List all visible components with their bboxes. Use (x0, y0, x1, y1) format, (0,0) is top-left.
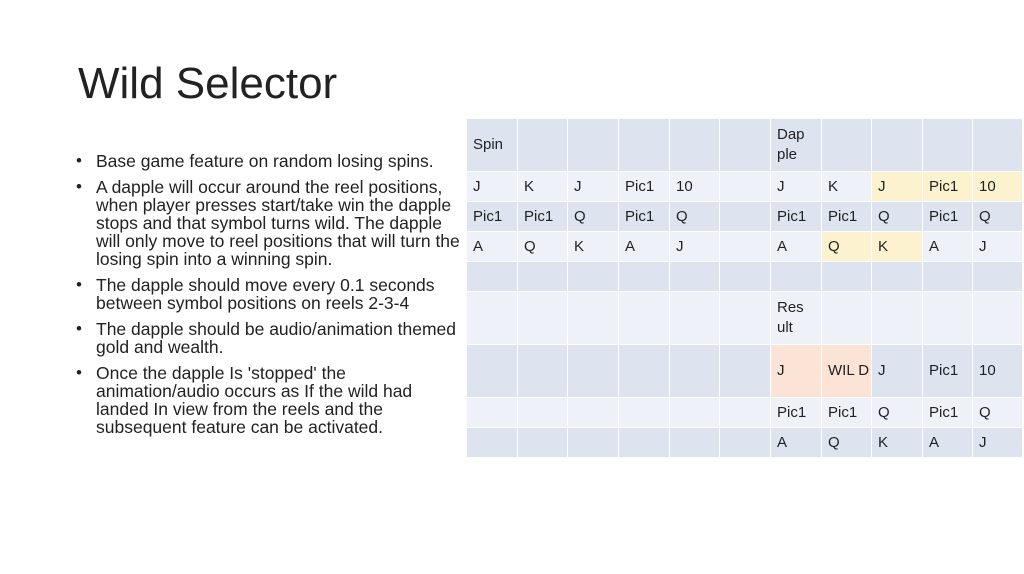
table-cell: Pic1 (822, 202, 872, 232)
bullet-icon: • (76, 177, 82, 196)
table-cell (568, 262, 619, 292)
table-cell (518, 262, 568, 292)
table-cell: Pic1 (771, 202, 822, 232)
table-cell (771, 262, 822, 292)
table-cell (467, 398, 518, 428)
table-cell: Dap ple (771, 119, 822, 172)
bullet-list (74, 152, 464, 444)
table-row (467, 202, 1023, 232)
table-cell (670, 292, 720, 345)
table-cell (467, 292, 518, 345)
table-cell: Q (568, 202, 619, 232)
table-cell: J (467, 172, 518, 202)
result-cell: WIL D (822, 345, 872, 398)
table-cell: J (872, 345, 923, 398)
table-cell (619, 398, 670, 428)
table-cell (518, 398, 568, 428)
table-cell: Q (822, 428, 872, 458)
bullet-icon: • (76, 151, 82, 170)
table-cell: J (973, 428, 1023, 458)
table-cell (619, 292, 670, 345)
table-cell (619, 345, 670, 398)
table-cell (670, 119, 720, 172)
table-cell (720, 428, 771, 458)
table-cell (822, 119, 872, 172)
table-row (467, 119, 1023, 172)
table-cell (872, 292, 923, 345)
table-cell (670, 262, 720, 292)
table-cell (619, 428, 670, 458)
table-cell (670, 345, 720, 398)
table-cell (720, 262, 771, 292)
reel-table (466, 118, 1023, 458)
table-cell (619, 119, 670, 172)
table-cell (973, 292, 1023, 345)
table-cell (518, 292, 568, 345)
table-cell: K (518, 172, 568, 202)
table-cell (670, 398, 720, 428)
bullet-item (74, 364, 464, 436)
table-cell (467, 428, 518, 458)
table-cell: J (670, 232, 720, 262)
table-cell (872, 119, 923, 172)
table-row (467, 232, 1023, 262)
bullet-icon: • (76, 319, 82, 338)
bullet-item (74, 152, 464, 170)
table-cell: Q (670, 202, 720, 232)
table-cell: Pic1 (467, 202, 518, 232)
table-cell: A (771, 232, 822, 262)
table-cell (619, 262, 670, 292)
table-cell: A (923, 232, 973, 262)
table-cell: K (568, 232, 619, 262)
result-cell: J (771, 345, 822, 398)
table-cell: Pic1 (923, 202, 973, 232)
table-cell: Pic1 (619, 172, 670, 202)
table-cell (720, 119, 771, 172)
table-cell: Res ult (771, 292, 822, 345)
table-cell: A (467, 232, 518, 262)
table-row (467, 262, 1023, 292)
table-cell (973, 262, 1023, 292)
table-cell (720, 398, 771, 428)
table-cell: Pic1 (518, 202, 568, 232)
bullet-item (74, 276, 464, 312)
bullet-item (74, 320, 464, 356)
table-cell: K (822, 172, 872, 202)
bullet-icon: • (76, 363, 82, 382)
table-cell (568, 292, 619, 345)
table-cell (518, 119, 568, 172)
dapple-cell: 10 (973, 172, 1023, 202)
table-cell (822, 292, 872, 345)
dapple-cell: J (872, 172, 923, 202)
table-cell (872, 262, 923, 292)
table-cell (720, 232, 771, 262)
table-cell (720, 292, 771, 345)
dapple-cell: K (872, 232, 923, 262)
table-row (467, 345, 1023, 398)
bullet-text: Base game feature on random losing spins. (96, 151, 434, 171)
bullet-text: Once the dapple Is 'stopped' the animation/audio occurs as If the wild had landed In view from the reels and the subsequent feature can be activated. (96, 363, 413, 437)
table-cell (720, 172, 771, 202)
table-cell: J (973, 232, 1023, 262)
table-cell: Q (518, 232, 568, 262)
table-cell: A (619, 232, 670, 262)
table-cell (720, 345, 771, 398)
table-cell (670, 428, 720, 458)
table-cell: A (923, 428, 973, 458)
table-cell (822, 262, 872, 292)
table-cell (973, 119, 1023, 172)
table-cell: Pic1 (923, 398, 973, 428)
bullet-text: The dapple should be audio/animation themed gold and wealth. (96, 319, 456, 357)
table-cell (923, 119, 973, 172)
bullet-text: A dapple will occur around the reel positions, when player presses start/take win the dapple stops and that symbol turns wild. The dapple will only move to reel positions that will turn the losing spin into a winning spin. (96, 177, 460, 269)
table-cell: Pic1 (923, 345, 973, 398)
bullet-text: The dapple should move every 0.1 seconds between symbol positions on reels 2-3-4 (96, 275, 435, 313)
table-cell: Pic1 (771, 398, 822, 428)
table-cell: 10 (670, 172, 720, 202)
table-cell (923, 262, 973, 292)
table-cell (467, 345, 518, 398)
table-cell: Q (872, 202, 923, 232)
bullet-item (74, 178, 464, 268)
table-cell: 10 (973, 345, 1023, 398)
table-cell (518, 428, 568, 458)
table-row (467, 172, 1023, 202)
table-cell: J (771, 172, 822, 202)
table-cell (518, 345, 568, 398)
table-cell (568, 428, 619, 458)
table-row (467, 292, 1023, 345)
table-cell: Pic1 (822, 398, 872, 428)
table-row (467, 428, 1023, 458)
table-cell (568, 345, 619, 398)
table-cell (568, 119, 619, 172)
table-cell: Q (973, 202, 1023, 232)
dapple-cell: Q (822, 232, 872, 262)
bullet-icon: • (76, 275, 82, 294)
table-row (467, 398, 1023, 428)
table-cell (568, 398, 619, 428)
table-cell: K (872, 428, 923, 458)
slide-title: Wild Selector (78, 59, 338, 108)
table-cell: J (568, 172, 619, 202)
table-cell: Pic1 (619, 202, 670, 232)
table-cell (467, 262, 518, 292)
table-cell (720, 202, 771, 232)
table-cell: A (771, 428, 822, 458)
table-cell: Q (872, 398, 923, 428)
table-cell: Q (973, 398, 1023, 428)
table-cell: Spin (467, 119, 518, 172)
dapple-cell: Pic1 (923, 172, 973, 202)
table-cell (923, 292, 973, 345)
